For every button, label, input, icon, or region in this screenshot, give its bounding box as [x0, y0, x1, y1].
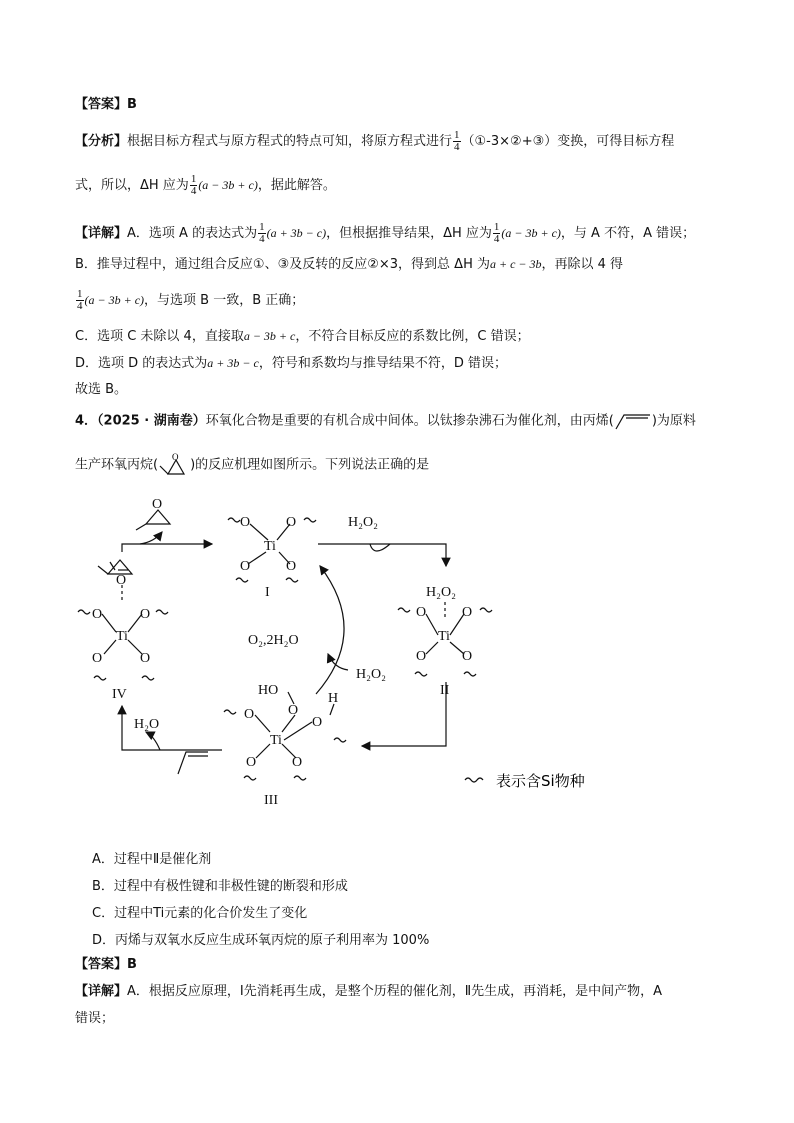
label-II: II — [440, 683, 450, 698]
ti-atom-II: Ti — [438, 629, 450, 644]
analysis-line-2 — [75, 174, 336, 197]
question-text: )为原料 — [651, 413, 696, 429]
detail-text: ，不符合目标反应的系数比例，C 错误； — [295, 329, 530, 344]
analysis-tag: 【分析】 — [75, 134, 128, 149]
question-text: 生产环氧丙烷( — [75, 457, 159, 473]
ti-atom-III: Ti — [270, 733, 282, 748]
detail-text: ，与 A 不符，A 错误； — [560, 226, 696, 241]
option-d: D．丙烯与双氧水反应生成环氧丙烷的原子利用率为 100% — [92, 933, 430, 948]
svg-text:HO: HO — [258, 683, 279, 698]
svg-text:O: O — [244, 707, 255, 722]
fraction: $\frac{1}{4}$ — [454, 129, 460, 153]
svg-text:O: O — [116, 573, 127, 588]
detail-text: ，符号和系数均与推导结果不符，D 错误； — [258, 356, 507, 371]
detail-text: D．选项 D 的表达式为 — [75, 356, 208, 371]
analysis-line-1 — [75, 130, 674, 153]
detail-text: C．选项 C 未除以 4，直接取 — [75, 329, 244, 344]
detail-line-1 — [75, 222, 695, 245]
svg-text:O: O — [152, 497, 163, 512]
option-a: A．过程中Ⅱ是催化剂 — [92, 852, 212, 867]
legend-text: 表示含Si物种 — [496, 772, 585, 790]
math-expression: a + 3b − c — [207, 356, 259, 370]
answer-line — [75, 96, 137, 114]
reagent-h2o2-center: H₂O₂ — [356, 667, 386, 682]
answer-tag: 【答案】 — [75, 97, 128, 112]
detail-text: ，与选项 B 一致，B 正确； — [144, 293, 305, 308]
q4-detail-line-1 — [75, 983, 662, 1001]
detail-tag: 【详解】 — [75, 226, 128, 241]
answer-tag: 【答案】 — [75, 957, 128, 972]
question-text: )的反应机理如图所示。下列说法正确的是 — [190, 457, 430, 473]
question-4-stem-line-2 — [75, 452, 429, 478]
answer-value: B — [127, 97, 137, 112]
answer-value: B — [127, 957, 137, 972]
svg-text:O: O — [286, 559, 297, 574]
analysis-text: 式，所以，ΔH 应为 — [75, 178, 189, 193]
math-expression: a − 3b + c — [243, 329, 296, 343]
svg-text:H: H — [328, 691, 339, 706]
question-source: （2025 · 湖南卷） — [97, 413, 206, 429]
svg-text:O: O — [286, 515, 297, 530]
reagent-h2o2-top: H₂O₂ — [348, 515, 378, 530]
svg-text:H₂O₂: H₂O₂ — [426, 585, 456, 600]
analysis-text: 根据目标方程式与原方程式的特点可知，将原方程式进行 — [127, 134, 453, 149]
math-expression: a + c − 3b — [489, 257, 542, 271]
fraction: $\frac{1}{4}$ — [493, 221, 500, 245]
detail-text: A．选项 A 的表达式为 — [127, 226, 258, 241]
question-4-stem-line-1 — [75, 411, 696, 431]
byproduct-o2-h2o: O₂,2H₂O — [248, 633, 299, 648]
svg-text:O: O — [92, 607, 103, 622]
math-expression: (a + 3b − c) — [266, 226, 327, 240]
detail-text: ，但根据推导结果，ΔH 应为 — [326, 226, 492, 241]
detail-line-2 — [75, 255, 623, 274]
svg-text:O: O — [240, 515, 251, 530]
svg-text:O: O — [240, 559, 251, 574]
q4-answer-line — [75, 956, 137, 974]
analysis-text: （①-3×②+③）变换，可得目标方程 — [461, 134, 675, 149]
reaction-mechanism-diagram — [60, 482, 620, 812]
label-IV: IV — [112, 687, 127, 702]
propene-structure-icon — [614, 411, 652, 431]
svg-text:O: O — [92, 651, 103, 666]
svg-text:O: O — [140, 607, 151, 622]
detail-line-4 — [75, 327, 530, 346]
math-expression: (a − 3b + c) — [501, 226, 561, 240]
svg-text:O: O — [140, 651, 151, 666]
ti-atom-I: Ti — [264, 539, 276, 554]
byproduct-h2o: H₂O — [134, 717, 160, 732]
math-expression: (a − 3b + c) — [198, 178, 258, 192]
svg-text:O: O — [416, 649, 427, 664]
detail-line-3 — [75, 289, 304, 312]
svg-text:O: O — [288, 703, 299, 718]
fraction: $\frac{1}{4}$ — [77, 288, 83, 312]
option-c: C．过程中Ti元素的化合价发生了变化 — [92, 906, 308, 921]
svg-text:O: O — [292, 755, 303, 770]
svg-text:O: O — [462, 605, 473, 620]
svg-text:O: O — [172, 452, 179, 462]
analysis-text: ，据此解答。 — [257, 178, 336, 193]
detail-line-6: 故选 B。 — [75, 382, 128, 397]
propylene-oxide-structure-icon — [158, 452, 190, 478]
svg-text:O: O — [312, 715, 323, 730]
fraction: $\frac{1}{4}$ — [259, 221, 265, 245]
detail-text: B．推导过程中，通过组合反应①、③及反转的反应②×3，得到总 ΔH 为 — [75, 257, 490, 272]
detail-line-5 — [75, 354, 507, 373]
label-I: I — [265, 585, 270, 600]
svg-text:O: O — [416, 605, 427, 620]
q4-detail-line-2: 错误； — [75, 1011, 115, 1026]
question-text: 环氧化合物是重要的有机合成中间体。以钛掺杂沸石为催化剂，由丙烯( — [205, 413, 614, 429]
svg-text:O: O — [246, 755, 257, 770]
detail-text: A．根据反应原理，Ⅰ先消耗再生成，是整个历程的催化剂，Ⅱ先生成，再消耗，是中间产物，A — [127, 984, 663, 999]
math-expression: (a − 3b + c) — [84, 293, 145, 307]
detail-tag: 【详解】 — [75, 984, 128, 999]
label-III: III — [264, 793, 278, 808]
detail-text: ，再除以 4 得 — [541, 257, 624, 272]
fraction: $\frac{1}{4}$ — [190, 173, 197, 197]
ti-atom-IV: Ti — [116, 629, 128, 644]
option-b: B．过程中有极性键和非极性键的断裂和形成 — [92, 879, 348, 894]
svg-text:O: O — [462, 649, 473, 664]
question-number: 4． — [75, 413, 98, 429]
